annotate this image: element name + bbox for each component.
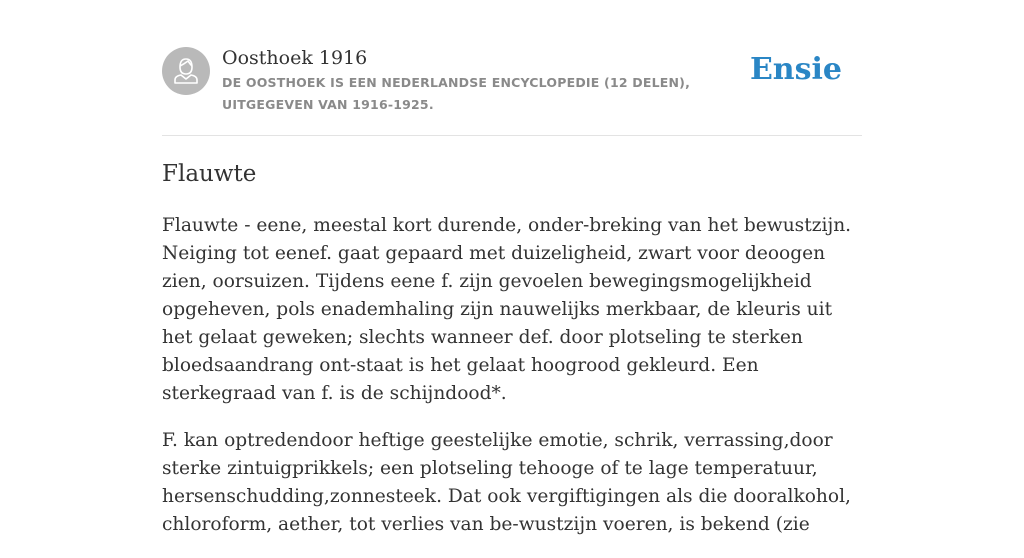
ensie-logo[interactable]: Ensie xyxy=(749,52,842,87)
source-title[interactable]: Oosthoek 1916 xyxy=(222,47,368,69)
header-divider xyxy=(162,135,862,136)
article-paragraph: Flauwte - eene, meestal kort durende, onder-breking van het bewustzijn. Neiging tot eenef. gaat gepaard met duizeligheid, zwart voor deoogen zien, oorsuizen. Tijdens eene f. zijn gevoelen bewegingsmogelijkheid opgeheven, pols enademhaling zijn nauwelijks merkbaar, de kleuris uit het gelaat geweken; slechts wanneer def. door plotseling te sterken bloedsaandrang ont-staat is het gelaat hoogrood gekleurd. Een sterkegraad van f. is de schijndood*. xyxy=(162,215,852,404)
avatar[interactable] xyxy=(162,47,210,95)
user-icon xyxy=(162,47,210,95)
source-header xyxy=(162,44,862,136)
article-title: Flauwte xyxy=(162,161,257,187)
source-description: DE OOSTHOEK IS EEN NEDERLANDSE ENCYCLOPEDIE (12 DELEN), UITGEGEVEN VAN 1916-1925. xyxy=(222,75,691,112)
article-paragraph: F. kan optredendoor heftige geestelijke emotie, schrik, verrassing,door sterke zintuigprikkels; een plotseling tehooge of te lage temperatuur, hersenschudding,zonnesteek. Dat ook vergiftigingen als die dooralkohol, chloroform, aether, tot verlies van be-wustzijn voeren, is bekend (zie xyxy=(162,430,851,535)
article-body xyxy=(162,212,862,558)
